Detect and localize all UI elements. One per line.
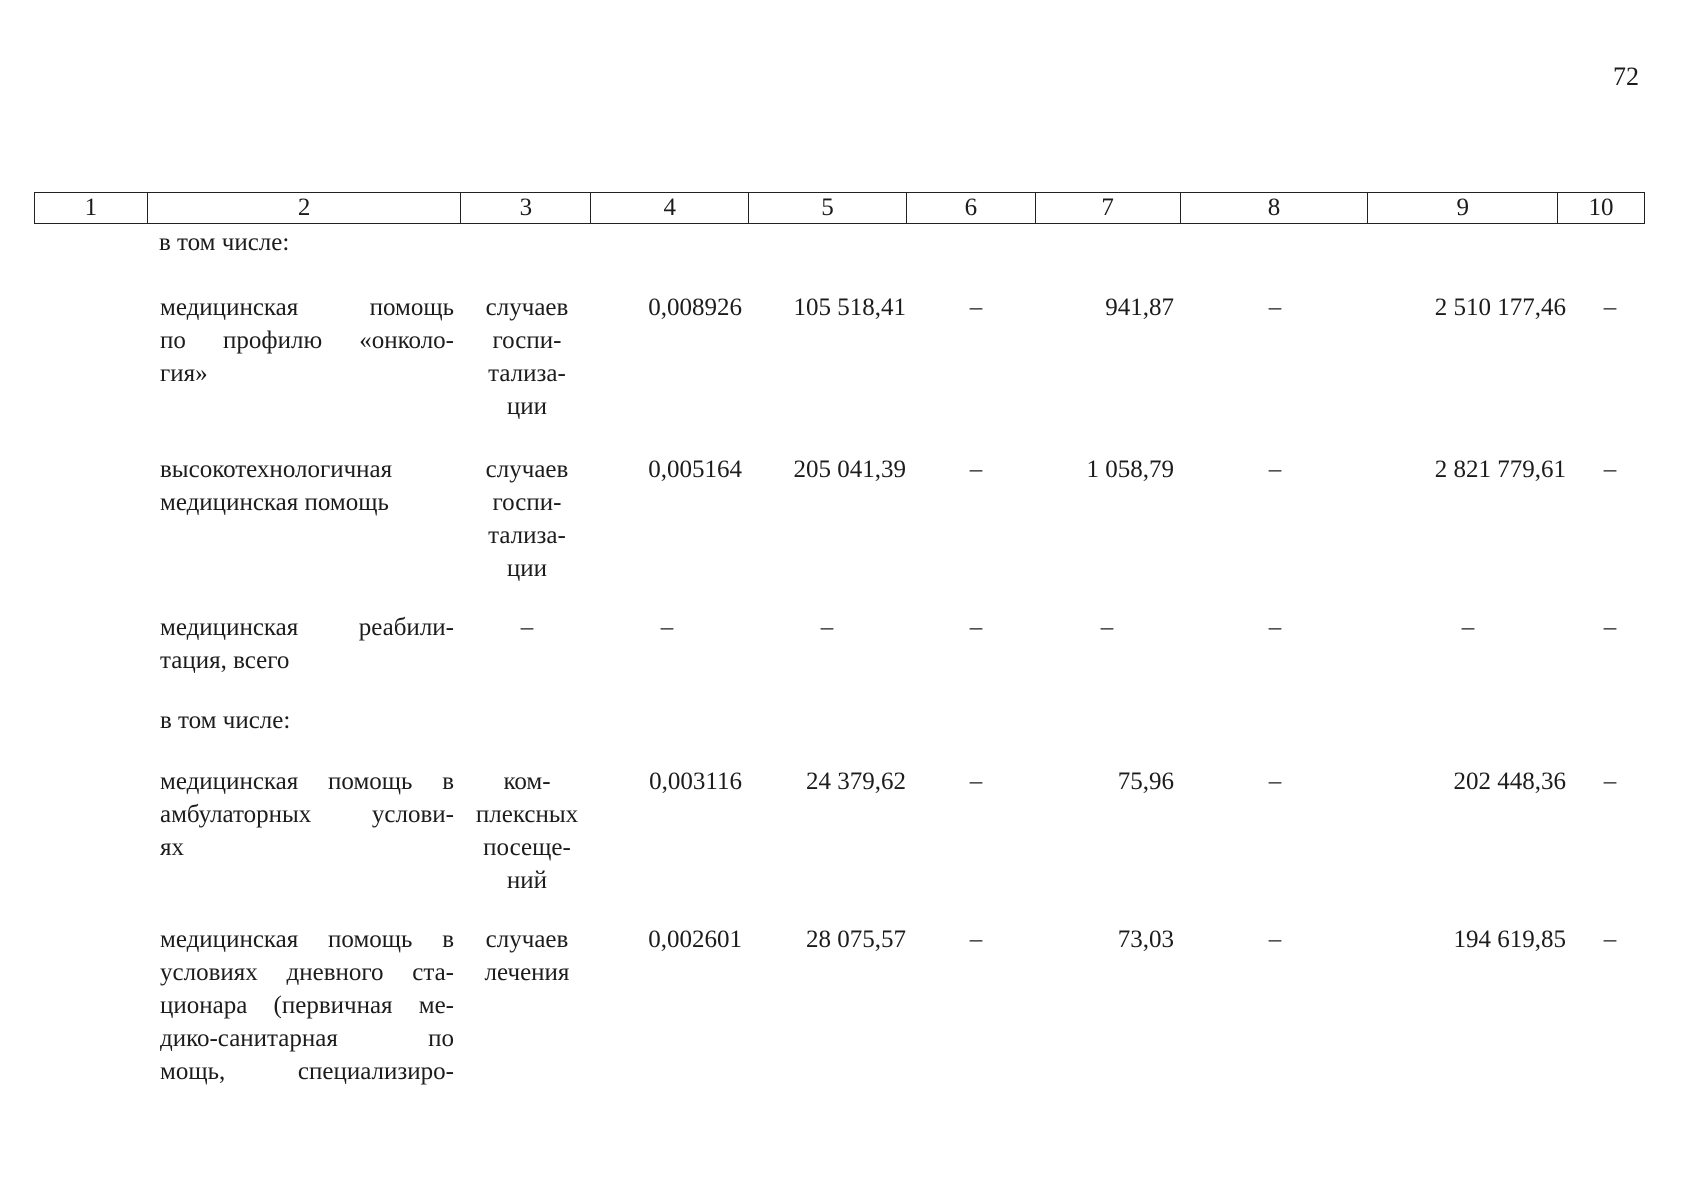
description-line: медицинская помощь в [160,768,454,795]
row-unit [462,765,592,897]
description-line: медицинская помощь в [160,926,454,953]
cell-col-4: 0,003116 [649,768,742,795]
cell-col-10: – [1603,456,1617,483]
cell-col-8: – [1268,456,1282,483]
row-description [160,923,454,1088]
column-number-3: 3 [461,193,591,223]
column-number-6: 6 [907,193,1036,223]
row-description [160,765,454,864]
unit-line: ком- [503,768,551,795]
description-line: ях [160,834,184,861]
row-description [160,453,454,519]
cell-col-9: 194 619,85 [1453,926,1566,953]
description-line: тация, всего [160,647,290,674]
unit-line: ции [506,393,548,420]
cell-col-9: 2 510 177,46 [1434,294,1566,321]
cell-col-6: – [969,614,983,641]
description-line: условиях дневного ста- [160,959,454,986]
cell-col-4: 0,005164 [648,456,742,483]
column-number-4: 4 [591,193,749,223]
description-line: медицинская помощь [160,489,389,516]
cell-col-7: 941,87 [1105,294,1174,321]
row-unit [462,291,592,423]
cell-col-10: – [1603,614,1617,641]
cell-col-6: – [969,768,983,795]
cell-col-7: 75,96 [1117,768,1174,795]
page-number: 72 [1613,62,1639,91]
cell-col-9: 202 448,36 [1453,768,1566,795]
description-line: медицинская реабили- [160,614,454,641]
cell-col-5: – [820,614,834,641]
including-label: в том числе: [159,229,290,256]
cell-col-10: – [1603,294,1617,321]
column-number-8: 8 [1181,193,1369,223]
description-line: дико-санитарная по [160,1025,454,1052]
cell-col-8: – [1268,294,1282,321]
cell-col-8: – [1268,926,1282,953]
column-number-7: 7 [1036,193,1181,223]
row-unit [462,611,592,644]
unit-line: госпи- [492,489,562,516]
cell-col-7: – [1100,614,1114,641]
unit-line: – [520,614,534,641]
cell-col-7: 1 058,79 [1086,456,1174,483]
cell-col-5: 105 518,41 [793,294,906,321]
cell-col-10: – [1603,768,1617,795]
unit-line: случаев [485,926,569,953]
description-line: медицинская помощь [160,294,454,321]
unit-line: ции [506,555,548,582]
cell-col-7: 73,03 [1117,926,1174,953]
unit-line: случаев [485,456,569,483]
cell-col-9: 2 821 779,61 [1434,456,1566,483]
column-number-5: 5 [749,193,907,223]
cell-col-6: – [969,926,983,953]
unit-line: посеще- [483,834,571,861]
cell-col-6: – [969,294,983,321]
cell-col-8: – [1268,768,1282,795]
unit-line: лечения [484,959,570,986]
row-description [160,611,454,677]
row-unit [462,453,592,585]
unit-line: плексных [475,801,579,828]
cell-col-5: 28 075,57 [806,926,906,953]
row-unit [462,923,592,989]
description-line: гия» [160,360,208,387]
row-description [160,291,454,390]
column-number-2: 2 [148,193,462,223]
cell-col-4: – [660,614,674,641]
unit-line: тализа- [488,360,566,387]
description-line: мощь, специализиро- [160,1058,454,1085]
cell-col-10: – [1603,926,1617,953]
column-number-10: 10 [1588,194,1614,221]
cell-col-4: 0,002601 [648,926,742,953]
cell-col-5: 205 041,39 [793,456,906,483]
unit-line: случаев [485,294,569,321]
unit-line: ний [506,867,548,894]
description-line: высокотехнологичная [160,456,393,483]
cell-col-6: – [969,456,983,483]
column-number-9: 9 [1368,193,1558,223]
including-label: в том числе: [160,707,291,734]
unit-line: госпи- [492,327,562,354]
table-header-row [34,192,1645,224]
unit-line: тализа- [488,522,566,549]
cell-col-8: – [1268,614,1282,641]
description-line: ционара (первичная ме- [160,992,454,1019]
description-line: по профилю «онколо- [160,327,454,354]
cell-col-4: 0,008926 [648,294,742,321]
cell-col-5: 24 379,62 [806,768,906,795]
cell-col-9: – [1461,614,1475,641]
description-line: амбулаторных услови- [160,801,454,828]
column-number-1: 1 [35,193,148,223]
